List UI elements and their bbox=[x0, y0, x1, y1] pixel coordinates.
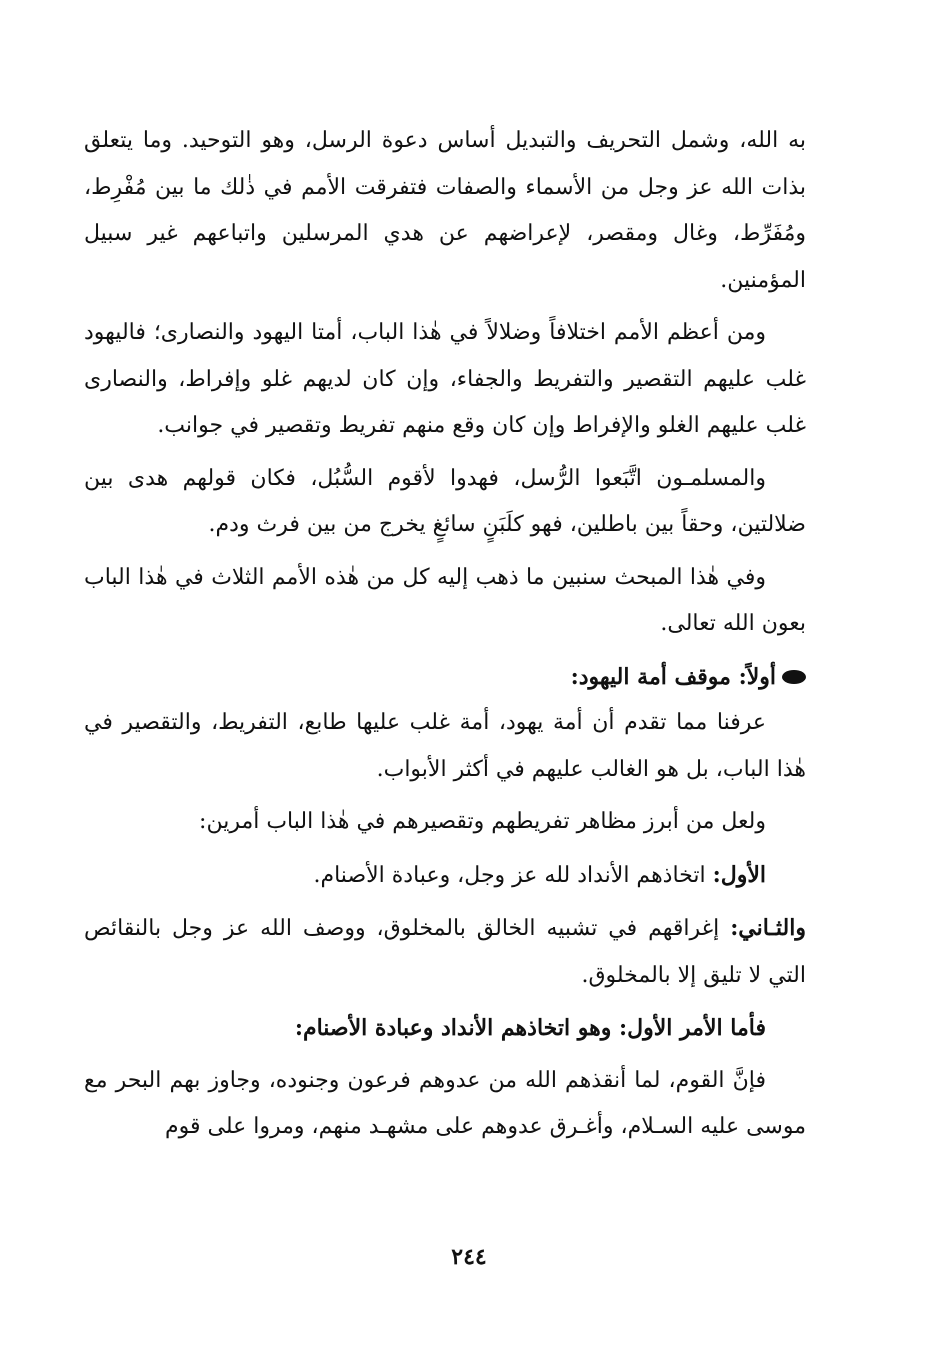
bullet-icon bbox=[782, 670, 806, 684]
page-body bbox=[84, 118, 806, 1151]
paragraph-8-label: والثـاني: bbox=[730, 915, 806, 941]
paragraph-4: وفي هٰذا المبحث سنبين ما ذهب إليه كل من هٰذه الأمم الثلاث في هٰذا الباب بعون الله تعالى. bbox=[84, 564, 806, 636]
paragraph-7-text: اتخاذهم الأنداد لله عز وجل، وعبادة الأصنام. bbox=[313, 862, 713, 888]
paragraph-7 bbox=[84, 852, 806, 900]
paragraph-5: عرفنا مما تقدم أن أمة يهود، أمة غلب عليها طابع، التفريط، والتقصير في هٰذا الباب، بل هو الغالب عليهم في أكثر الأبواب. bbox=[84, 710, 806, 782]
paragraph-10: فإنَّ القوم، لما أنقذهم الله من عدوهم فرعون وجنوده، وجاوز بهم البحر مع موسى عليه السـلام، وأغـرق عدوهم على مشهـد منهم، ومروا على قوم bbox=[84, 1067, 806, 1139]
section-heading-text: أولاً: موقف أمة اليهود: bbox=[570, 663, 776, 690]
paragraph-8 bbox=[84, 905, 806, 999]
paragraph-8-text: إغراقهم في تشبيه الخالق بالمخلوق، ووصف الله عز وجل بالنقائص التي لا تليق إلا بالمخلوق. bbox=[84, 916, 806, 988]
paragraph-3: والمسلمـون اتَّبَعوا الرُّسل، فهدوا لأقوم السُّبُل، فكان قولهم هدى بين ضلالتين، وحقاً بين باطلين، فهو كلَبَنٍ سائغٍ يخرج من بين فرث ودم. bbox=[84, 465, 806, 537]
paragraph-2: ومن أعظم الأمم اختلافاً وضلالاً في هٰذا الباب، أمتا اليهود والنصارى؛ فاليهود غلب عليهم التقصير والتفريط والجفاء، وإن كان لديهم غلو وإفراط، والنصارى غلب عليهم الغلو والإفراط وإن كان وقع منهم تفريط وتقصير في جوانب. bbox=[84, 320, 806, 438]
page-number: ٢٤٤ bbox=[451, 1244, 487, 1270]
paragraph-7-label: الأول: bbox=[712, 861, 766, 888]
paragraph-1: به الله، وشمل التحريف والتبديل أساس دعوة الرسل، وهو التوحيد. وما يتعلق بذات الله عز وجل من الأسماء والصفات فتفرقت الأمم في ذٰلك ما بين مُفْرِط، ومُفَرِّط، وغال ومقصر، لإعراضهم عن هدي المرسلين واتباعهم غير سبيل المؤمنين. bbox=[84, 128, 806, 293]
paragraph-9: فأما الأمر الأول: وهو اتخاذهم الأنداد وعبادة الأصنام: bbox=[294, 1015, 766, 1041]
paragraph-6: ولعل من أبرز مظاهر تفريطهم وتقصيرهم في هٰذا الباب أمرين: bbox=[199, 809, 766, 834]
section-heading-jews bbox=[84, 654, 806, 701]
